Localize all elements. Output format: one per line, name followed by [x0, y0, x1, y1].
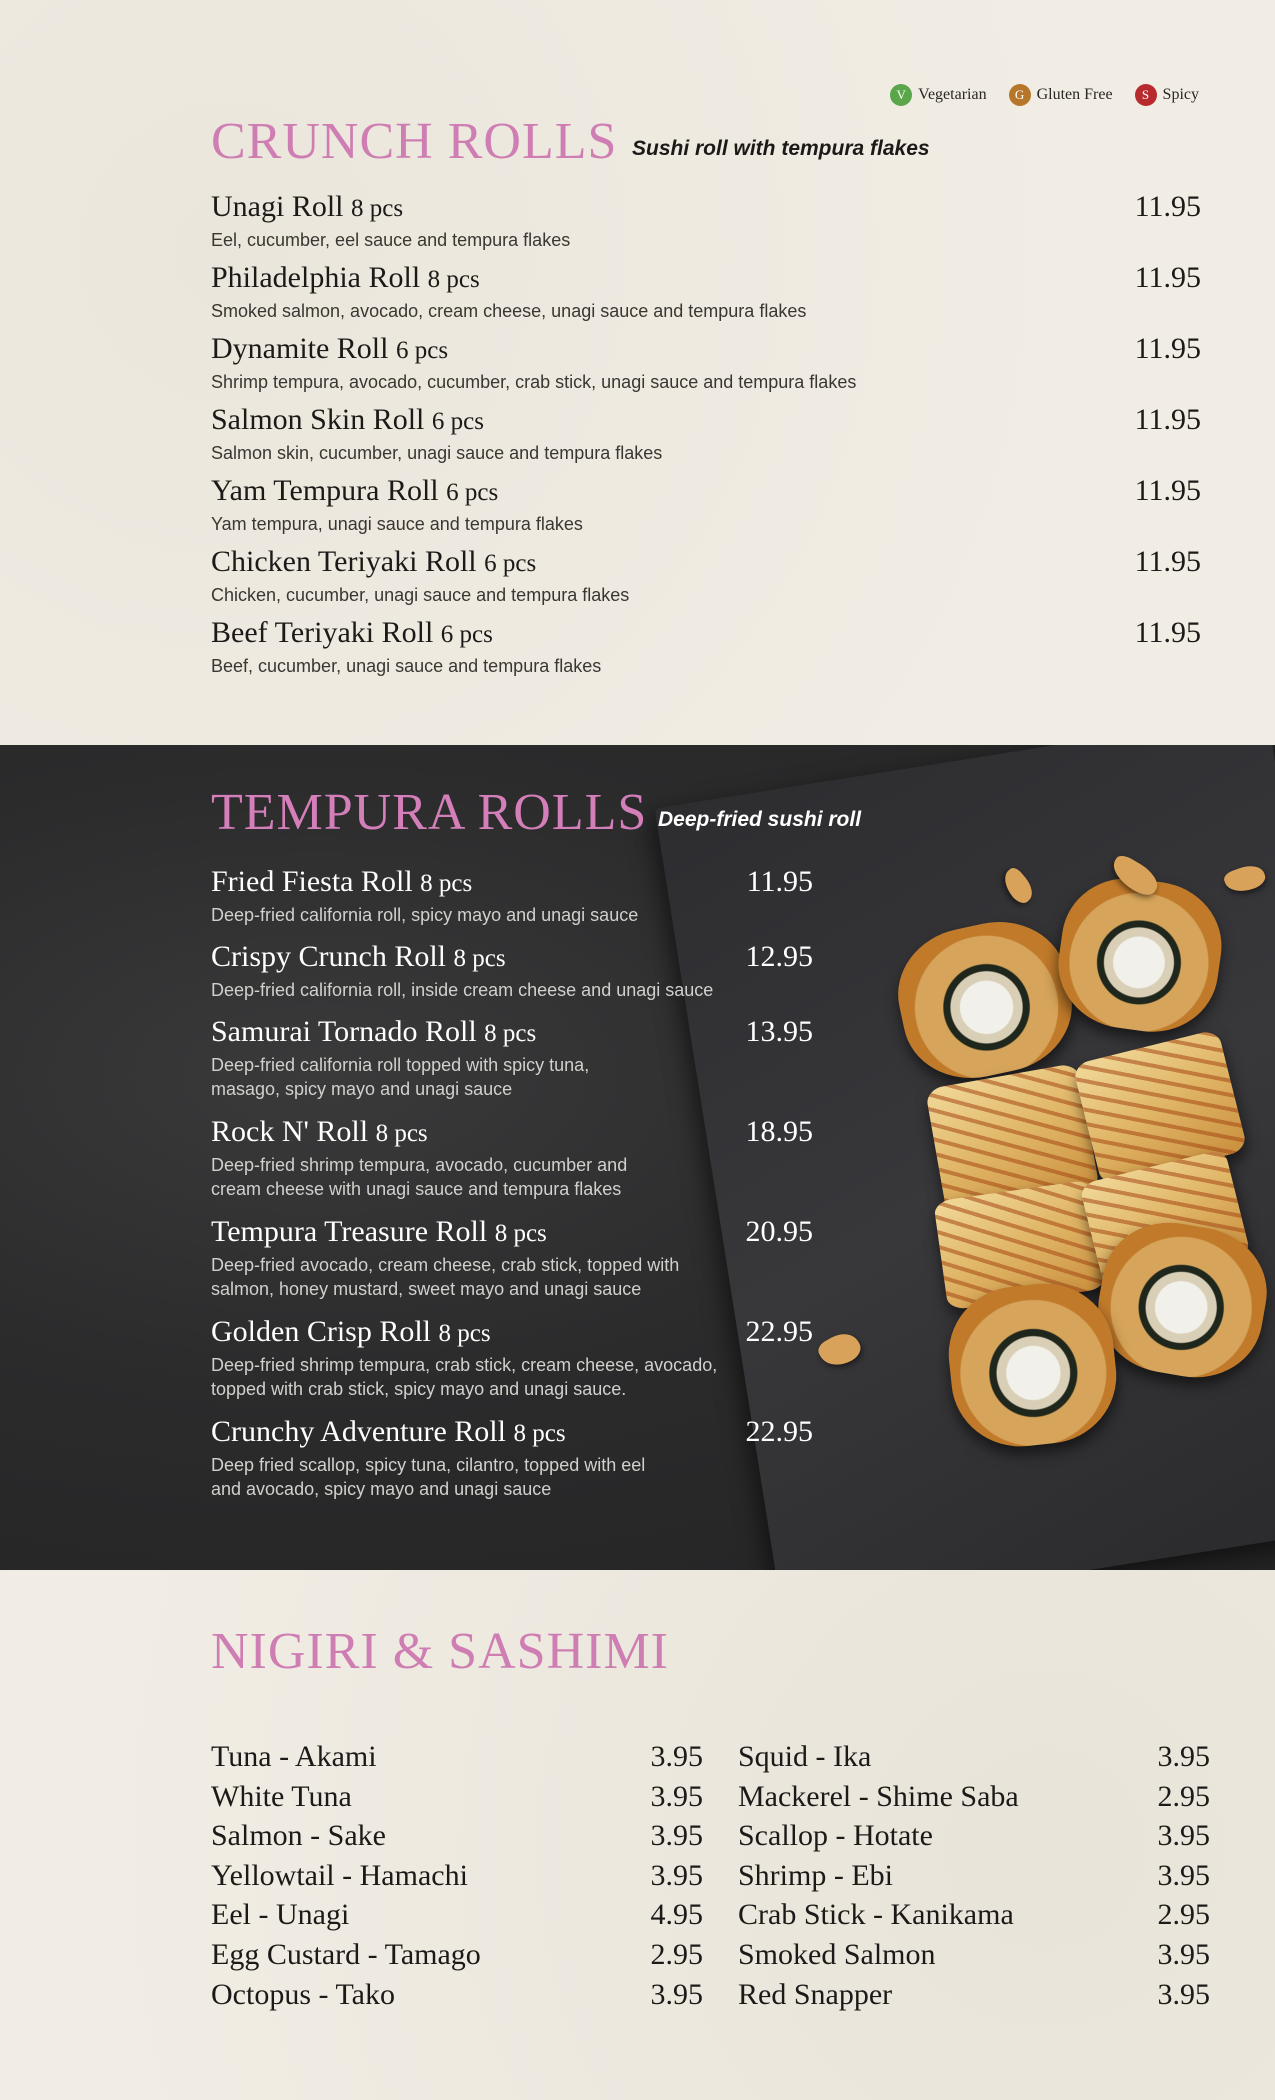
- item-description: Eel, cucumber, eel sauce and tempura flakes: [211, 230, 571, 250]
- item-price: 20.95: [745, 1215, 813, 1248]
- list-item: [211, 1935, 703, 1975]
- item-name-line: [211, 1013, 801, 1053]
- item-description: salmon, honey mustard, sweet mayo and unagi sauce: [211, 1279, 642, 1299]
- item-name: Unagi Roll: [211, 190, 344, 223]
- list-item: [211, 1816, 703, 1856]
- item-name: Philadelphia Roll: [211, 261, 421, 294]
- menu-item: [211, 543, 1201, 614]
- item-price: 4.95: [650, 1898, 703, 1932]
- item-pieces: 8 pcs: [351, 195, 404, 222]
- item-name-line: [211, 1213, 801, 1253]
- item-name: Squid - Ika: [738, 1740, 872, 1773]
- item-name: Scallop - Hotate: [738, 1819, 933, 1853]
- menu-item: [211, 401, 1201, 472]
- item-name: White Tuna: [211, 1779, 352, 1813]
- item-name-line: [211, 1313, 801, 1353]
- list-item: [738, 1895, 1210, 1935]
- item-description: Deep-fried avocado, cream cheese, crab stick, topped with: [211, 1255, 680, 1275]
- item-price: 3.95: [650, 1819, 703, 1853]
- list-item: [211, 1737, 703, 1777]
- nigiri-sashimi-title: NIGIRI & SASHIMI: [211, 1623, 669, 1680]
- item-name: Eel - Unagi: [211, 1898, 350, 1932]
- item-name-line: [211, 472, 1201, 512]
- item-description: Smoked salmon, avocado, cream cheese, unagi sauce and tempura flakes: [211, 301, 807, 321]
- tempura-rolls-title: TEMPURA ROLLS: [211, 784, 648, 841]
- legend-label: Vegetarian: [918, 86, 987, 103]
- gluten-free-icon: G: [1009, 84, 1031, 106]
- item-price: 3.95: [1157, 1858, 1210, 1892]
- item-price: 18.95: [745, 1115, 813, 1148]
- list-item: [211, 1975, 703, 2015]
- menu-item: [211, 259, 1201, 330]
- crunch-rolls-title: CRUNCH ROLLS: [211, 113, 618, 170]
- item-pieces: 6 pcs: [440, 621, 493, 648]
- item-name: Yam Tempura Roll: [211, 474, 439, 507]
- item-pieces: 6 pcs: [484, 550, 537, 577]
- item-price: 22.95: [745, 1315, 813, 1348]
- item-price: 3.95: [1157, 1977, 1210, 2011]
- list-item: [738, 1737, 1210, 1777]
- item-pieces: 8 pcs: [427, 266, 480, 293]
- item-price: 11.95: [746, 865, 813, 898]
- item-price: 12.95: [745, 940, 813, 973]
- item-name: Dynamite Roll: [211, 332, 389, 365]
- item-pieces: 6 pcs: [395, 337, 449, 364]
- item-name: Crunchy Adventure Roll: [211, 1415, 506, 1448]
- item-description: Salmon skin, cucumber, unagi sauce and tempura flakes: [211, 443, 663, 463]
- item-name: Octopus - Tako: [211, 1977, 395, 2011]
- item-name: Crab Stick - Kanikama: [738, 1898, 1014, 1932]
- item-description: Deep-fried shrimp tempura, avocado, cucumber and: [211, 1155, 628, 1175]
- item-price: 11.95: [1134, 261, 1201, 294]
- item-name-line: [211, 863, 801, 903]
- item-pieces: 8 pcs: [453, 945, 506, 972]
- legend-vegetarian: [890, 84, 986, 106]
- item-price: 3.95: [650, 1779, 703, 1813]
- item-price: 13.95: [745, 1015, 813, 1048]
- item-price: 3.95: [650, 1740, 703, 1773]
- item-price: 3.95: [650, 1858, 703, 1892]
- list-item: [211, 1856, 703, 1896]
- item-name: Egg Custard - Tamago: [211, 1937, 481, 1971]
- crunch-rolls-subtitle: Sushi roll with tempura flakes: [632, 137, 930, 160]
- item-name: Smoked Salmon: [738, 1937, 936, 1971]
- item-name: Tempura Treasure Roll: [211, 1215, 488, 1248]
- tempura-rolls-subtitle: Deep-fried sushi roll: [658, 808, 862, 831]
- menu-item: [211, 614, 1201, 685]
- item-name-line: [211, 938, 801, 978]
- item-pieces: 8 pcs: [420, 870, 473, 897]
- item-description: Beef, cucumber, unagi sauce and tempura flakes: [211, 656, 602, 676]
- item-name: Mackerel - Shime Saba: [738, 1779, 1019, 1813]
- item-description: Deep-fried california roll topped with spicy tuna,: [211, 1055, 590, 1075]
- item-name-line: [211, 188, 1201, 228]
- item-name: Shrimp - Ebi: [738, 1858, 893, 1892]
- item-name: Chicken Teriyaki Roll: [211, 545, 477, 578]
- item-description: Deep-fried shrimp tempura, crab stick, cream cheese, avocado,: [211, 1355, 718, 1375]
- spicy-icon: S: [1135, 84, 1157, 106]
- item-name-line: [211, 1113, 801, 1153]
- item-pieces: 8 pcs: [513, 1420, 566, 1447]
- item-name: Salmon - Sake: [211, 1819, 386, 1853]
- item-price: 11.95: [1134, 616, 1201, 649]
- item-name: Salmon Skin Roll: [211, 403, 425, 436]
- item-price: 3.95: [1157, 1819, 1210, 1853]
- item-description: Yam tempura, unagi sauce and tempura flakes: [211, 514, 583, 534]
- list-item: [738, 1816, 1210, 1856]
- dietary-legend: [890, 84, 1199, 106]
- item-description: Deep-fried california roll, spicy mayo and unagi sauce: [211, 905, 639, 925]
- menu-item: [211, 1313, 813, 1413]
- tempura-section: [0, 745, 1275, 1570]
- item-description: masago, spicy mayo and unagi sauce: [211, 1079, 513, 1099]
- item-name-line: [211, 401, 1201, 441]
- item-price: 2.95: [1157, 1898, 1210, 1932]
- item-pieces: 8 pcs: [494, 1220, 547, 1247]
- item-pieces: 6 pcs: [431, 408, 484, 435]
- item-description: topped with crab stick, spicy mayo and unagi sauce.: [211, 1379, 627, 1399]
- menu-item: [211, 1013, 813, 1113]
- item-pieces: 6 pcs: [446, 479, 499, 506]
- item-name-line: [211, 330, 1201, 370]
- item-price: 11.95: [1134, 474, 1201, 507]
- item-price: 2.95: [650, 1937, 703, 1971]
- menu-item: [211, 330, 1201, 401]
- legend-label: Spicy: [1162, 86, 1199, 103]
- item-description: and avocado, spicy mayo and unagi sauce: [211, 1479, 552, 1499]
- item-price: 3.95: [1157, 1740, 1210, 1773]
- item-description: Deep fried scallop, spicy tuna, cilantro, topped with eel: [211, 1455, 646, 1475]
- vegetarian-icon: V: [890, 84, 912, 106]
- item-description: Shrimp tempura, avocado, cucumber, crab stick, unagi sauce and tempura flakes: [211, 372, 857, 392]
- menu-item: [211, 863, 813, 938]
- legend-gluten-free: [1009, 84, 1113, 106]
- item-name: Yellowtail - Hamachi: [211, 1858, 468, 1892]
- item-name: Fried Fiesta Roll: [211, 865, 413, 898]
- list-item: [738, 1777, 1210, 1817]
- list-item: [738, 1935, 1210, 1975]
- item-price: 2.95: [1157, 1779, 1210, 1813]
- item-description: cream cheese with unagi sauce and tempura flakes: [211, 1179, 622, 1199]
- menu-item: [211, 472, 1201, 543]
- nigiri-list-left: [211, 1737, 703, 2014]
- item-pieces: 8 pcs: [484, 1020, 537, 1047]
- item-price: 3.95: [1157, 1937, 1210, 1971]
- item-pieces: 8 pcs: [375, 1120, 428, 1147]
- item-name-line: [211, 1413, 801, 1453]
- item-name: Beef Teriyaki Roll: [211, 616, 434, 649]
- item-name: Crispy Crunch Roll: [211, 940, 447, 973]
- item-name: Tuna - Akami: [211, 1740, 377, 1773]
- item-price: 11.95: [1134, 332, 1201, 365]
- legend-spicy: [1135, 84, 1199, 106]
- menu-item: [211, 1413, 813, 1513]
- menu-item: [211, 1213, 813, 1313]
- item-price: 11.95: [1134, 403, 1201, 436]
- tempura-rolls-list: [211, 863, 813, 1513]
- item-price: 11.95: [1134, 190, 1201, 223]
- list-item: [738, 1856, 1210, 1896]
- item-name-line: [211, 259, 1201, 299]
- item-name: Rock N' Roll: [211, 1115, 369, 1148]
- list-item: [211, 1777, 703, 1817]
- menu-item: [211, 938, 813, 1013]
- item-price: 11.95: [1134, 545, 1201, 578]
- item-price: 22.95: [745, 1415, 813, 1448]
- item-name-line: [211, 543, 1201, 583]
- item-name: Red Snapper: [738, 1977, 893, 2011]
- item-name: Samurai Tornado Roll: [211, 1015, 477, 1048]
- nigiri-list-right: [738, 1737, 1210, 2014]
- list-item: [211, 1895, 703, 1935]
- menu-item: [211, 1113, 813, 1213]
- item-name: Golden Crisp Roll: [211, 1315, 432, 1348]
- legend-label: Gluten Free: [1036, 86, 1113, 103]
- item-description: Chicken, cucumber, unagi sauce and tempura flakes: [211, 585, 630, 605]
- item-name-line: [211, 614, 1201, 654]
- item-price: 3.95: [650, 1977, 703, 2011]
- menu-item: [211, 188, 1201, 259]
- list-item: [738, 1975, 1210, 2015]
- crunch-rolls-list: [211, 188, 1201, 685]
- item-description: Deep-fried california roll, inside cream cheese and unagi sauce: [211, 980, 714, 1000]
- item-pieces: 8 pcs: [438, 1320, 491, 1347]
